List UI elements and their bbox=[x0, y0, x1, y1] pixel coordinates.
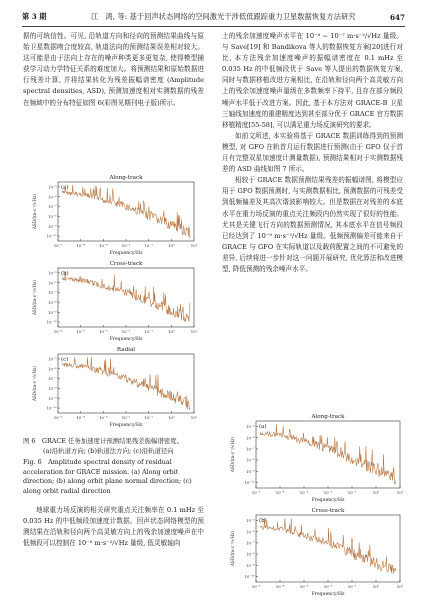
figure-6-caption-cn-line2: (a)沿轨道方向; (b)轨道法方向; (c)沿轨道径向 bbox=[43, 446, 174, 455]
x-tick-label: 10⁰ bbox=[372, 490, 380, 495]
x-tick-label: 10¹ bbox=[396, 584, 404, 589]
y-tick-label: 10⁻⁵ bbox=[246, 424, 255, 430]
x-tick-label: 10⁰ bbox=[168, 243, 175, 248]
x-tick-label: 10⁻² bbox=[323, 584, 333, 589]
figure-6-caption-en: Fig. 6 Amplitude spectral density of residual acceleration for GRACE mission. (a) Along orbit direction; (b) along orbit plane normal direction; (c) along orbit radial direction bbox=[23, 458, 192, 495]
y-tick-label: 10⁻⁸ bbox=[246, 457, 255, 463]
x-axis-label: Frequency/Hz bbox=[109, 423, 143, 428]
x-tick-label: 10⁰ bbox=[168, 329, 175, 334]
panel-label: (b) bbox=[61, 271, 69, 277]
panel-label: (b) bbox=[259, 518, 267, 524]
x-tick-label: 10¹ bbox=[190, 243, 198, 248]
plot-frame bbox=[58, 268, 194, 327]
y-tick-label: 10⁻⁷ bbox=[246, 446, 255, 452]
right-column-text bbox=[222, 31, 403, 275]
panel-label: (a) bbox=[259, 424, 267, 430]
x-axis-label: Frequency/Hz bbox=[109, 251, 143, 256]
figure-6-plots bbox=[28, 173, 200, 431]
x-tick-label: 10¹ bbox=[396, 490, 404, 495]
figure-7-plots bbox=[226, 412, 406, 600]
asd-curve bbox=[260, 424, 396, 484]
x-tick-label: 10⁻² bbox=[323, 490, 333, 495]
y-tick-label: 10⁻¹⁰ bbox=[46, 405, 57, 411]
running-header bbox=[22, 10, 405, 24]
x-tick-label: 10⁻¹ bbox=[347, 584, 357, 589]
panel-title: Cross-track bbox=[109, 261, 143, 267]
y-tick-label: 10⁻⁸ bbox=[246, 551, 255, 557]
asd-panel-2 bbox=[230, 508, 404, 597]
x-tick-label: 10⁻³ bbox=[299, 490, 309, 495]
x-axis-label: Frequency/Hz bbox=[311, 592, 345, 597]
panel-label: (c) bbox=[61, 357, 69, 363]
y-tick-label: 10⁻⁵ bbox=[48, 184, 57, 190]
y-tick-label: 10⁻⁶ bbox=[246, 435, 255, 441]
panel-title: Cross-track bbox=[311, 508, 345, 514]
right-paragraph-1: 上的残余加速度噪声水平在 10⁻⁸ ~ 10⁻⁷ m·s⁻²/√Hz 量级。与 Save[19] 和 Bandikova 等人的数据恢复方案[20]进行对比, 本方法残余加速度噪声的振幅谱密度在 0.1 mHz 至 0.035 Hz 的中低频段优于 Save 等人提出的数据恢复方案, 同时与数据移植改进方案相比, 在沿轨和径向两个高灵敏方向上的残余加速度噪声量级在多数频率下持平, 且存在部分频段噪声水平低于改进方案。因此, 基于本方法对 GRACE-B 卫星三轴线加速度的重建精度达到甚至部分优于 GRACE 官方数据移植精度[55-58], 可以满足重力场反演研究的要求。 bbox=[222, 32, 403, 129]
bottom-left-paragraph: 地球重力场反演的相关研究重点关注频率在 0.1 mHz 至 0.035 Hz 的中低频段加速度计数据。回声状态网络模型的预测结果在沿轨和径向两个高灵敏方向上的残余加速度噪声在中低频段可以控制在 10⁻⁸ m·s⁻²/√Hz 量级, 低灵敏轴向 bbox=[23, 506, 204, 548]
x-tick-label: 10¹ bbox=[190, 329, 198, 334]
y-axis-label: ASD/(m·s⁻²/√Hz) bbox=[230, 530, 235, 567]
x-tick-label: 10⁻¹ bbox=[347, 490, 357, 495]
asd-curve bbox=[260, 518, 396, 574]
x-tick-label: 10⁻⁴ bbox=[76, 243, 85, 248]
page-number: 647 bbox=[389, 12, 405, 22]
asd-panel-2 bbox=[32, 261, 198, 342]
running-title: 江 鸿, 等: 基于回声状态网络的空间激光干涉低低跟踪重力卫星数据恢复方法研究 bbox=[90, 12, 356, 21]
x-tick-label: 10⁻⁵ bbox=[53, 329, 63, 334]
y-tick-label: 10⁻¹⁰ bbox=[46, 319, 57, 325]
x-tick-label: 10⁻⁴ bbox=[275, 490, 285, 495]
x-tick-label: 10⁻⁴ bbox=[275, 584, 285, 589]
y-axis-label: ASD/(m·s⁻²/√Hz) bbox=[32, 193, 37, 230]
y-tick-label: 10⁻⁹ bbox=[246, 562, 255, 568]
asd-panel-1 bbox=[32, 175, 198, 256]
plot-frame bbox=[58, 354, 194, 413]
x-tick-label: 10⁻⁴ bbox=[76, 415, 85, 420]
panel-label: (a) bbox=[61, 185, 69, 191]
y-tick-label: 10⁻⁶ bbox=[48, 194, 57, 200]
panel-title: Along-track bbox=[311, 414, 345, 420]
x-tick-label: 10⁻⁵ bbox=[53, 243, 63, 248]
x-tick-label: 10⁻⁵ bbox=[53, 415, 63, 420]
x-tick-label: 10⁻² bbox=[121, 329, 131, 334]
y-tick-label: 10⁻⁸ bbox=[48, 385, 57, 391]
figure-6-caption-cn bbox=[23, 437, 206, 456]
x-tick-label: 10⁻⁴ bbox=[76, 329, 85, 334]
x-tick-label: 10⁰ bbox=[168, 415, 175, 420]
x-tick-label: 10⁻⁵ bbox=[251, 490, 261, 495]
x-tick-label: 10¹ bbox=[190, 415, 198, 420]
x-tick-label: 10⁻¹ bbox=[144, 329, 153, 334]
y-tick-label: 10⁻⁷ bbox=[48, 376, 57, 382]
y-tick-label: 10⁻⁶ bbox=[246, 529, 255, 535]
bottom-left-text bbox=[23, 505, 204, 549]
x-tick-label: 10⁻³ bbox=[99, 243, 108, 248]
y-tick-label: 10⁻⁹ bbox=[246, 468, 255, 474]
y-tick-label: 10⁻⁷ bbox=[246, 540, 255, 546]
figure-7 bbox=[226, 412, 406, 600]
x-tick-label: 10⁻⁵ bbox=[251, 584, 261, 589]
y-tick-label: 10⁻⁵ bbox=[246, 518, 255, 524]
y-axis-label: ASD/(m·s⁻²/√Hz) bbox=[32, 279, 37, 316]
y-tick-label: 10⁻⁸ bbox=[48, 299, 57, 305]
left-paragraph: 据的可统信性。可见, 沿轨道方向和径向的预测结果曲线与原始卫星数据吻合度较高, 轨道法向的预测结果误差相对较大。这可能是由于法向上存在的噪声种类更多更复杂, 使得模型捕获学习动力学特征关系的难度加大。将预测结果和原始数据进行残差计算, 并将结果转化为残差振幅谱密度 (Amplitude spectral densities, ASD), 预测加速度相对实测数据的残差在频域中的分布特征如图 6(彩图见期刊电子版)所示。 bbox=[23, 32, 204, 107]
asd-curve bbox=[62, 185, 190, 239]
y-tick-label: 10⁻⁷ bbox=[48, 290, 57, 296]
issue-number: 第 3 期 bbox=[22, 12, 47, 21]
y-tick-label: 10⁻⁹ bbox=[48, 395, 57, 401]
y-tick-label: 10⁻¹⁰ bbox=[244, 573, 255, 579]
x-axis-label: Frequency/Hz bbox=[311, 498, 345, 503]
panel-title: Along-track bbox=[109, 175, 143, 181]
header-rule bbox=[22, 26, 405, 27]
x-tick-label: 10⁻³ bbox=[99, 329, 108, 334]
y-axis-label: ASD/(m·s⁻²/√Hz) bbox=[32, 365, 37, 402]
right-paragraph-2: 如前文所述, 本实验将基于 GRACE 数据训练得到的预测模型, 对 GFO 在轨首月运行数据进行预测(由于 GFO 仅于首月有完整双星加速度计测量数据), 预测结果相对于实测数据残差的 ASD 曲线如图 7 所示。 bbox=[222, 131, 403, 174]
figure-6-caption-cn-line1: 图 6 GRACE 任务加速度计预测结果残差振幅谱密度。 bbox=[23, 437, 184, 445]
x-axis-label: Frequency/Hz bbox=[109, 337, 143, 342]
figure-6 bbox=[28, 173, 200, 431]
y-axis-label: ASD/(m·s⁻²/√Hz) bbox=[230, 436, 235, 473]
x-tick-label: 10⁰ bbox=[372, 584, 380, 589]
asd-curve bbox=[62, 357, 190, 410]
y-tick-label: 10⁻⁷ bbox=[48, 204, 57, 210]
x-tick-label: 10⁻³ bbox=[299, 584, 309, 589]
right-paragraph-3: 相较于 GRACE 数据预测结果残差的振幅谱图, 将模型应用于 GFO 数据预测时, 与实测数据相比, 预测数据的可残差受到低频偏差及其高次谐波影响较大。但是数据在对残差的本底水平在重力场反演的重点关注频段内仍然实现了很好的性能。尤其是关键飞行方向的数据预测情况, 其本底水平在信号频段已经达到了 10⁻⁹ m·s⁻²/√Hz 量级。低频预测偏差可能来自于 GRACE 与 GFO 在实际轨道以及载荷配置之间的不可避免的差异, 后续将进一步针对这一问题开展研究, 优化算法和改进模型, 降低预测的残余噪声水平。 bbox=[222, 176, 403, 273]
y-tick-label: 10⁻⁵ bbox=[48, 356, 57, 362]
x-tick-label: 10⁻² bbox=[121, 243, 131, 248]
y-tick-label: 10⁻¹⁰ bbox=[46, 233, 57, 239]
y-tick-label: 10⁻⁹ bbox=[48, 223, 57, 229]
y-tick-label: 10⁻¹⁰ bbox=[244, 479, 255, 485]
plot-frame bbox=[58, 182, 194, 241]
panel-title: Radial bbox=[116, 347, 136, 353]
x-tick-label: 10⁻³ bbox=[99, 415, 108, 420]
y-tick-label: 10⁻⁸ bbox=[48, 213, 57, 219]
x-tick-label: 10⁻¹ bbox=[144, 243, 153, 248]
asd-curve bbox=[62, 271, 190, 322]
y-tick-label: 10⁻⁶ bbox=[48, 366, 57, 372]
y-tick-label: 10⁻⁹ bbox=[48, 309, 57, 315]
y-tick-label: 10⁻⁶ bbox=[48, 280, 57, 286]
left-column-text bbox=[23, 31, 204, 109]
asd-panel-3 bbox=[32, 347, 198, 428]
asd-panel-1 bbox=[230, 414, 404, 503]
x-tick-label: 10⁻² bbox=[121, 415, 131, 420]
x-tick-label: 10⁻¹ bbox=[144, 415, 153, 420]
y-tick-label: 10⁻⁵ bbox=[48, 270, 57, 276]
plot-frame bbox=[256, 421, 400, 488]
